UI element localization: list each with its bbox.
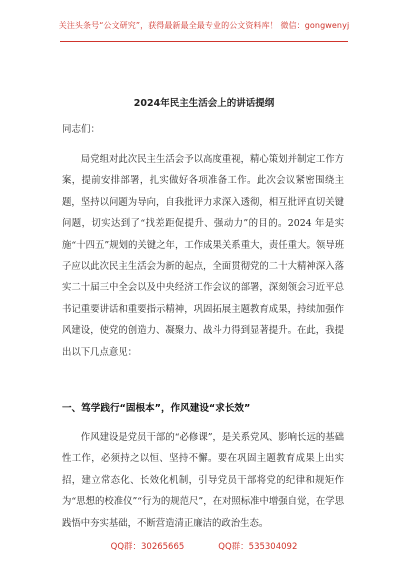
salutation: 同志们： — [62, 124, 101, 135]
footer-qq-group-2[interactable]: QQ群：535304092 — [218, 542, 298, 552]
footer — [0, 540, 408, 552]
section-heading: 一、笃学践行“固根本”，作风建设“求长效” — [62, 403, 251, 414]
body-paragraph-2: 作风建设是党员干部的“必修课”，是关系党风、影响长远的基础性工作，必须持之以恒、坚持不懈。要在巩固主题教育成果上出实招，建立常态化、长效化机制，引导党员干部将党的纪律和规矩作为“思想的校准仪”“行为的规范尺”，在对照标准中增强自觉，在学思践悟中夯实基础，不断营造清正廉洁的政治生态。 — [62, 432, 344, 529]
footer-qq-group-1[interactable]: QQ群：30265665 — [110, 542, 185, 552]
header-banner: 关注头条号“公文研究”，获得最新最全最专业的公文资料库！ 微信：gongwenyj — [58, 21, 350, 30]
body-paragraph-1: 局党组对此次民主生活会予以高度重视，精心策划并制定工作方案，提前安排部署，扎实做好各项准备工作。此次会议紧密围绕主题，坚持以问题为导向，自我批评力求深入透彻，相互批评直切关键问题，切实达到了“找差距促提升、强动力”的目的。2024 年是实施“十四五”规划的关键之年，工作成果关系重大，责任重大。领导班子应以此次民主生活会为新的起点，全面贯彻党的二十大精神深入落实二十届三中全会以及中央经济工作会议的部署，深刻领会习近平总书记重要讲话和重要指示精神，巩固拓展主题教育成果，持续加强作风建设，使党的创造力、凝聚力、战斗力得到显著提升。在此，我提出以下几点意见： — [62, 154, 344, 358]
document-title: 2024年民主生活会上的讲话提纲 — [133, 98, 275, 109]
header-divider — [60, 41, 348, 42]
